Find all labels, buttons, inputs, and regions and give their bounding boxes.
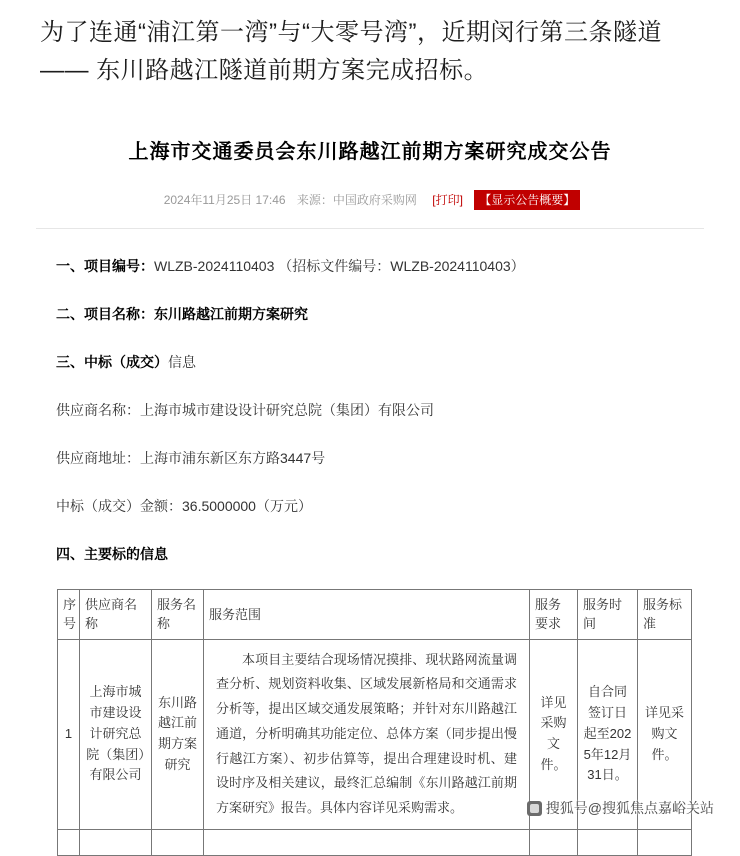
empty-cell	[80, 829, 152, 855]
supplier-address-line: 供应商地址：上海市浦东新区东方路3447号	[56, 449, 326, 466]
intro-paragraph: 为了连通“浦江第一湾”与“大零号湾”，近期闵行第三条隧道 —— 东川路越江隧道前期方案完成招标。	[40, 19, 662, 85]
project-name-label: 二、项目名称：	[56, 305, 154, 322]
award-info-line	[56, 352, 700, 373]
cell-requirement: 详见采购文件。	[530, 639, 578, 829]
show-summary-button[interactable]: 【显示公告概要】	[474, 190, 580, 210]
table-header-row	[58, 589, 692, 639]
empty-cell	[152, 829, 204, 855]
project-number-line	[56, 256, 700, 277]
empty-cell	[204, 829, 530, 855]
announcement-meta	[0, 190, 740, 210]
col-header-time: 服务时间	[578, 589, 638, 639]
col-header-seq: 序号	[58, 589, 80, 639]
award-info-label: 三、中标（成交）	[56, 353, 168, 370]
col-header-service-name: 服务名称	[152, 589, 204, 639]
table-empty-row	[58, 829, 692, 855]
cell-standard: 详见采购文件。	[638, 639, 692, 829]
col-header-requirement: 服务要求	[530, 589, 578, 639]
main-subject-label: 四、主要标的信息	[56, 545, 168, 562]
meta-datetime: 2024年11月25日 17:46	[163, 192, 286, 207]
project-name-value: 东川路越江前期方案研究	[154, 305, 308, 322]
sohu-logo-icon	[527, 801, 542, 816]
project-number-label: 一、项目编号：	[56, 257, 154, 274]
meta-source: 来源：中国政府采购网	[296, 192, 417, 207]
scope-text: 本项目主要结合现场情况摸排、现状路网流量调查分析、规划资料收集、区域发展新格局和交通需求分析等，提出区域交通发展策略；并针对东川路越江通道，分析明确其功能定位、总体方案（同步提出慢行越江方案）、初步估算等，提出合理建设时机、建设时序及相关建议，最终汇总编制《东川路越江前期方案研究》报告。具体内容详见采购需求。	[216, 651, 517, 815]
cell-scope	[204, 639, 530, 829]
announcement-title: 上海市交通委员会东川路越江前期方案研究成交公告	[128, 140, 612, 163]
cell-time: 自合同签订日起至2025年12月31日。	[578, 639, 638, 829]
cell-seq: 1	[58, 639, 80, 829]
watermark-text: 搜狐号@搜狐焦点嘉峪关站	[545, 800, 714, 816]
divider	[36, 228, 704, 229]
supplier-name-line: 供应商名称：上海市城市建设设计研究总院（集团）有限公司	[56, 401, 434, 418]
col-header-scope: 服务范围	[204, 589, 530, 639]
award-amount-line: 中标（成交）金额：36.5000000（万元）	[56, 497, 312, 514]
cell-service-name: 东川路越江前期方案研究	[152, 639, 204, 829]
empty-cell	[578, 829, 638, 855]
cell-supplier: 上海市城市建设设计研究总院（集团）有限公司	[80, 639, 152, 829]
empty-cell	[58, 829, 80, 855]
print-button[interactable]: [打印]	[432, 192, 463, 207]
col-header-supplier: 供应商名称	[80, 589, 152, 639]
main-subject-line	[56, 544, 700, 565]
project-name-line	[56, 304, 700, 325]
col-header-standard: 服务标准	[638, 589, 692, 639]
watermark	[527, 798, 714, 818]
empty-cell	[638, 829, 692, 855]
project-number-value: WLZB-2024110403 （招标文件编号：WLZB-2024110403）	[154, 257, 525, 274]
empty-cell	[530, 829, 578, 855]
award-info-suffix: 信息	[168, 353, 196, 370]
